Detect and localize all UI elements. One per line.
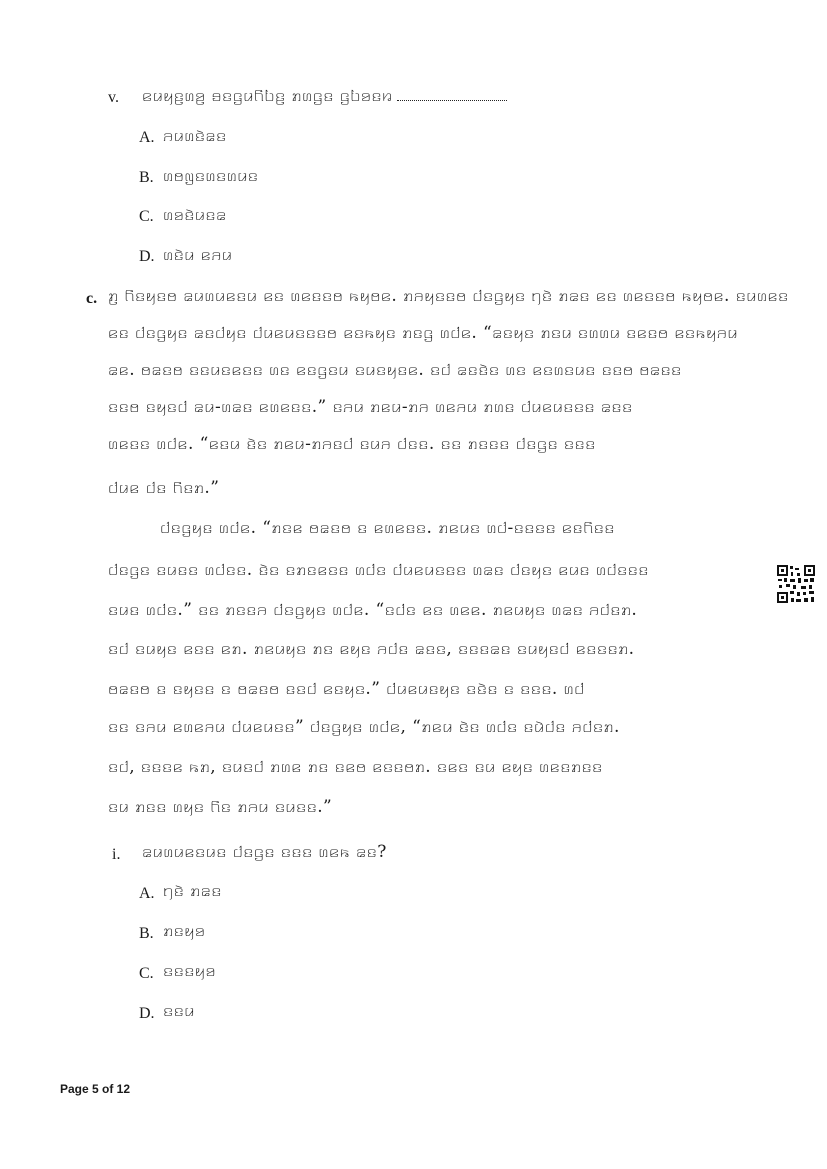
paragraph-line: ꤓꤢꤞꤢ ꤢꤣꤢꤢ ꤛꤓꤢꤢ. ꤢꤧꤢ ꤢꤊꤢꤕꤢꤢ ꤛꤓꤢ ꤓꤣꤕꤣꤢꤢꤢ ꤛꤘꤢ ꤓꤢꤟꤢ ꤕꤣꤢ ꤛꤓꤢꤢꤢ	[108, 560, 649, 580]
option-label: C.	[139, 208, 154, 225]
section-c-number: c.	[86, 290, 98, 307]
qr-code-icon	[776, 564, 816, 604]
option-label: A.	[139, 885, 155, 902]
paragraph-line: ꤢꤢꤥ ꤢꤟꤢꤓ ꤘꤣ-ꤛꤘꤢ ꤕꤛꤕꤢꤢ.” ꤢꤏꤣ ꤊꤕꤣ-ꤊꤏ ꤛꤕꤏꤣ ꤊꤛꤢ ꤓꤣꤕꤣꤢꤢꤢ ꤘꤢꤢ	[108, 397, 633, 417]
option-label: D.	[139, 1005, 155, 1022]
paragraph-line: ꤘꤕ. ꤥꤘꤢꤥ ꤢꤢꤣꤢꤕꤢꤢ ꤛꤢ ꤕꤢꤞꤢꤣ ꤢꤣꤢꤟꤢꤕ. ꤢꤓ ꤘꤢꤢꤧꤢ ꤛꤢ ꤕꤢꤛꤢꤣꤢ ꤢꤢꤥ ꤥꤘꤢꤢ	[108, 360, 682, 380]
option-text: ꤏꤣꤛꤢꤧꤘꤢ	[163, 126, 227, 146]
option-label: B.	[139, 925, 154, 942]
paragraph-line: ꤓꤣꤕ ꤓꤢ ꤖꤢꤊ.”	[108, 478, 220, 498]
question-i-stem: ꤘꤣꤛꤣꤕꤢꤣꤢ ꤓꤢꤞꤢ ꤢꤢꤢ ꤛꤕꤒ ꤘꤢ?	[142, 842, 387, 862]
option-text: ꤛꤥꤜꤢꤛꤢꤛꤣꤢ	[163, 166, 259, 186]
page-number: Page 5 of 12	[60, 1082, 131, 1096]
option-text: ꤚꤢꤧ ꤊꤘꤢ	[163, 881, 222, 901]
option-text: ꤊꤢꤟꤤ	[163, 921, 206, 941]
option-label: A.	[139, 129, 155, 146]
question-i-number: i.	[112, 846, 121, 863]
option-label: B.	[139, 169, 154, 186]
option-text: ꤛꤤꤢꤧꤣꤢꤘ	[163, 205, 227, 225]
question-v-stem: ꤕꤣꤟꤢ꤬ꤛꤤ꤬ ꤋꤢꤞꤣꤖꤝꤢ꤬ ꤊꤛꤞꤢ ꤞꤝꤤꤢꤙ	[142, 84, 507, 108]
answer-blank	[397, 86, 507, 101]
paragraph-line: ꤥꤘꤢꤥ ꤢ ꤢꤟꤢꤢ ꤢ ꤥꤘꤢꤥ ꤢꤢꤓ ꤕꤢꤟꤢ.” ꤓꤣꤕꤣꤢꤟꤢ ꤢꤢꤧꤢ ꤢ ꤢꤢꤢ. ꤛꤓ	[108, 679, 585, 699]
paragraph-line: ꤊ꤬ ꤖꤢꤟꤢꤥ ꤘꤣꤛꤣꤕꤢꤣ ꤕꤢ ꤛꤕꤢꤢꤥ ꤒꤟꤥꤕ. ꤊꤏꤟꤢꤢꤥ ꤓꤢꤞꤟꤢ ꤚꤢꤧ ꤊꤘꤢ ꤕꤢ ꤛꤕꤢꤢꤥ ꤒꤟꤥꤕ. ꤢꤣꤛꤕꤢ	[108, 286, 789, 306]
option-text: ꤢꤢꤣ	[163, 1001, 195, 1021]
paragraph-line: ꤕꤢ ꤓꤢꤞꤟꤢ ꤘꤢꤓꤟꤢ ꤓꤣꤕꤣꤢꤢꤢꤥ ꤕꤢꤒꤟꤢ ꤊꤢꤞ ꤛꤓꤕ. “ꤘꤢꤟꤢ ꤊꤢꤣ ꤢꤛꤛꤣ ꤢꤕꤢꤥ ꤕꤢꤒꤟꤏꤣ	[108, 323, 738, 343]
paragraph-line: ꤢꤣ ꤊꤢꤢ ꤛꤟꤢ ꤖꤢ ꤊꤏꤣ ꤢꤣꤢꤢ.”	[108, 797, 333, 817]
paragraph-line: ꤢꤣꤢ ꤛꤓꤢ.” ꤢꤢ ꤊꤢꤢꤏ ꤓꤢꤞꤟꤢ ꤛꤓꤕ. “ꤢꤓꤢ ꤕꤢ ꤛꤕꤕ. ꤊꤕꤣꤟꤢ ꤛꤘꤢ ꤏꤓꤢꤊ.	[108, 600, 638, 620]
question-v-number: v.	[108, 89, 119, 106]
paragraph-line: ꤢꤢ ꤢꤏꤣ ꤕꤛꤕꤏꤣ ꤓꤣꤕꤣꤢꤢ” ꤓꤢꤞꤟꤢ ꤛꤓꤕ, “ꤊꤕꤣ ꤢꤧꤢ ꤛꤓꤢ ꤢꤣꤧꤓꤢ ꤏꤓꤢꤊ.	[108, 717, 620, 737]
option-text: ꤛꤢꤧꤣ ꤕꤏꤣ	[163, 245, 233, 265]
option-label: C.	[139, 965, 154, 982]
paragraph-line: ꤓꤢꤞꤟꤢ ꤛꤓꤕ. “ꤊꤢꤕ ꤥꤘꤢꤥ ꤢ ꤕꤛꤕꤢꤢ. ꤊꤕꤣꤢ ꤛꤓ-ꤢꤢꤢꤢ ꤕꤢꤖꤢꤢ	[160, 518, 615, 538]
paragraph-line: ꤛꤕꤢꤢ ꤛꤓꤕ. “ꤕꤢꤣ ꤢꤧꤢ ꤊꤕꤣ-ꤊꤏꤢꤓ ꤢꤣꤏ ꤓꤢꤢ. ꤢꤢ ꤊꤢꤢꤢ ꤓꤢꤞꤢ ꤢꤢꤢ	[108, 434, 596, 454]
option-text: ꤢꤢꤢꤟꤤ	[163, 961, 216, 981]
paragraph-line: ꤢꤓ, ꤢꤢꤢꤕ ꤒꤊ, ꤢꤣꤢꤓ ꤊꤛꤕ ꤊꤢ ꤢꤕꤥ ꤕꤢꤢꤥꤊ. ꤢꤕꤢ ꤢꤣ ꤕꤟꤢ ꤛꤕꤢꤊꤢꤢ	[108, 757, 603, 777]
option-label: D.	[139, 248, 155, 265]
paragraph-line: ꤢꤓ ꤢꤣꤟꤢ ꤕꤢꤢ ꤕꤊ. ꤊꤕꤣꤟꤢ ꤊꤢ ꤕꤟꤢ ꤏꤓꤢ ꤘꤢꤢ, ꤢꤢꤢꤘꤢ ꤢꤣꤟꤢꤓ ꤕꤢꤢꤢꤊ.	[108, 639, 635, 659]
